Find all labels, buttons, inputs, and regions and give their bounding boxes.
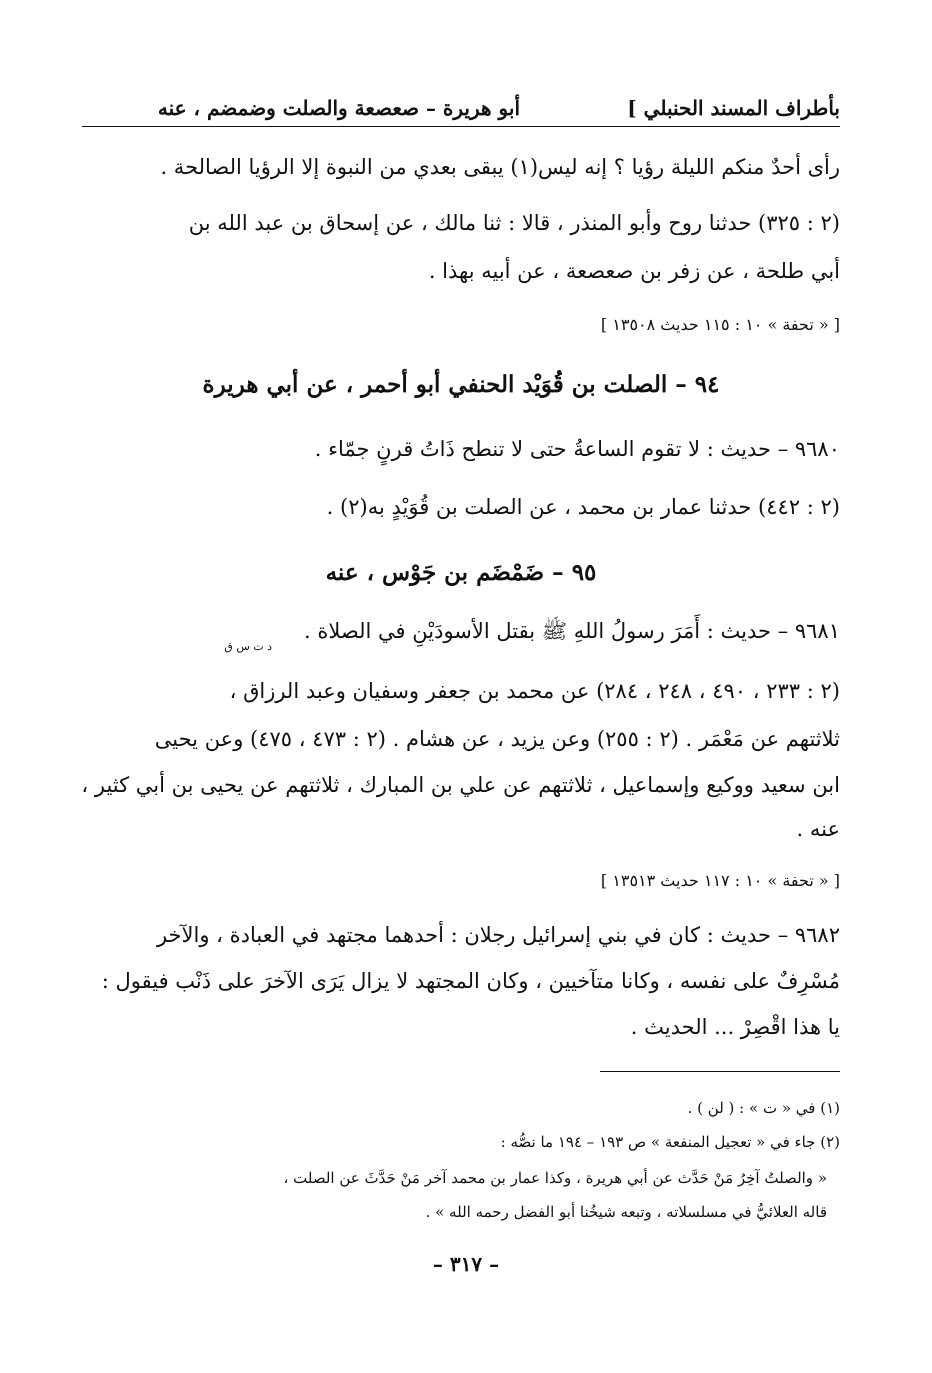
footnote-divider	[600, 1071, 840, 1072]
text-line: (٢ : ٣٢٥) حدثنا روح وأبو المنذر ، قالا : ثنا مالك ، عن إسحاق بن عبد الله بن	[188, 211, 840, 235]
hadith-entry: ٩٦٨١ – حديث : أَمَرَ رسولُ اللهِ ﷺ بقتل الأسودَيْنِ في الصلاة .	[304, 619, 840, 643]
hadith-entry: ٩٦٨٢ – حديث : كان في بني إسرائيل رجلان : أحدهما مجتهد في العبادة ، والآخر	[156, 923, 840, 947]
footnote-quote: قاله العلائيُّ في مسلسلاته ، وتبعه شيخُنا أبو الفضل رحمه الله » .	[425, 1203, 827, 1221]
header-right: بأطراف المسند الحنبلي ]	[627, 96, 840, 120]
footnote: (١) في « ت » : ( لن ) .	[687, 1099, 840, 1117]
text-line: مُسْرِفٌ على نفسه ، وكانا متآخيين ، وكان المجتهد لا يزال يَرَى الآخرَ على ذَنْب فيقول :	[101, 969, 840, 993]
hadith-entry: ٩٦٨٠ – حديث : لا تقوم الساعةُ حتى لا تنطح ذَاتُ قرنٍ جمّاء .	[314, 437, 840, 461]
text-line: (٢ : ٤٤٢) حدثنا عمار بن محمد ، عن الصلت بن قُوَيْدٍ به(٢) .	[326, 495, 840, 519]
tuhfa-reference: [ « تحفة » ١٠ : ١١٥ حديث ١٣٥٠٨ ]	[600, 315, 840, 334]
footnote: (٢) جاء في « تعجيل المنفعة » ص ١٩٣ – ١٩٤ ما نصُّه :	[500, 1133, 840, 1151]
page-number: – ٣١٧ –	[432, 1252, 500, 1276]
tuhfa-reference: [ « تحفة » ١٠ : ١١٧ حديث ١٣٥١٣ ]	[600, 871, 840, 890]
text-line: ثلاثتهم عن مَعْمَر . (٢ : ٢٥٥) وعن يزيد ، عن هشام . (٢ : ٤٧٣ ، ٤٧٥) وعن يحيى	[154, 727, 840, 751]
text-line: يا هذا اقْصِرْ ... الحديث .	[630, 1015, 840, 1039]
footnote-quote: « والصلتُ آخِرُ مَنْ حَدَّث عن أبي هريرة ، وكذا عمار بن محمد آخر مَنْ حَدَّثَ عن الصلت ،	[283, 1169, 827, 1187]
running-header	[82, 92, 840, 127]
text-line: أبي طلحة ، عن زفر بن صعصعة ، عن أبيه بهذا .	[428, 259, 840, 283]
text-line: (٢ : ٢٣٣ ، ٤٩٠ ، ٢٤٨ ، ٢٨٤) عن محمد بن جعفر وسفيان وعبد الرزاق ،	[229, 679, 840, 703]
sigla: د ت س ق	[224, 640, 272, 653]
text-line: ابن سعيد ووكيع وإسماعيل ، ثلاثتهم عن علي بن المبارك ، ثلاثتهم عن يحيى بن أبي كثير ،	[81, 773, 840, 797]
text-line: رأى أحدٌ منكم الليلة رؤيا ؟ إنه ليس(١) يبقى بعدي من النبوة إلا الرؤيا الصالحة .	[160, 155, 840, 179]
header-title: أبو هريرة – صعصعة والصلت وضمضم ، عنه	[157, 96, 520, 120]
text-line: عنه .	[796, 817, 840, 841]
chapter-heading: ٩٤ – الصلت بن قُوَيْد الحنفي أبو أحمر ، عن أبي هريرة	[202, 371, 720, 398]
chapter-heading: ٩٥ – ضَمْضَم بن جَوْس ، عنه	[325, 559, 597, 586]
